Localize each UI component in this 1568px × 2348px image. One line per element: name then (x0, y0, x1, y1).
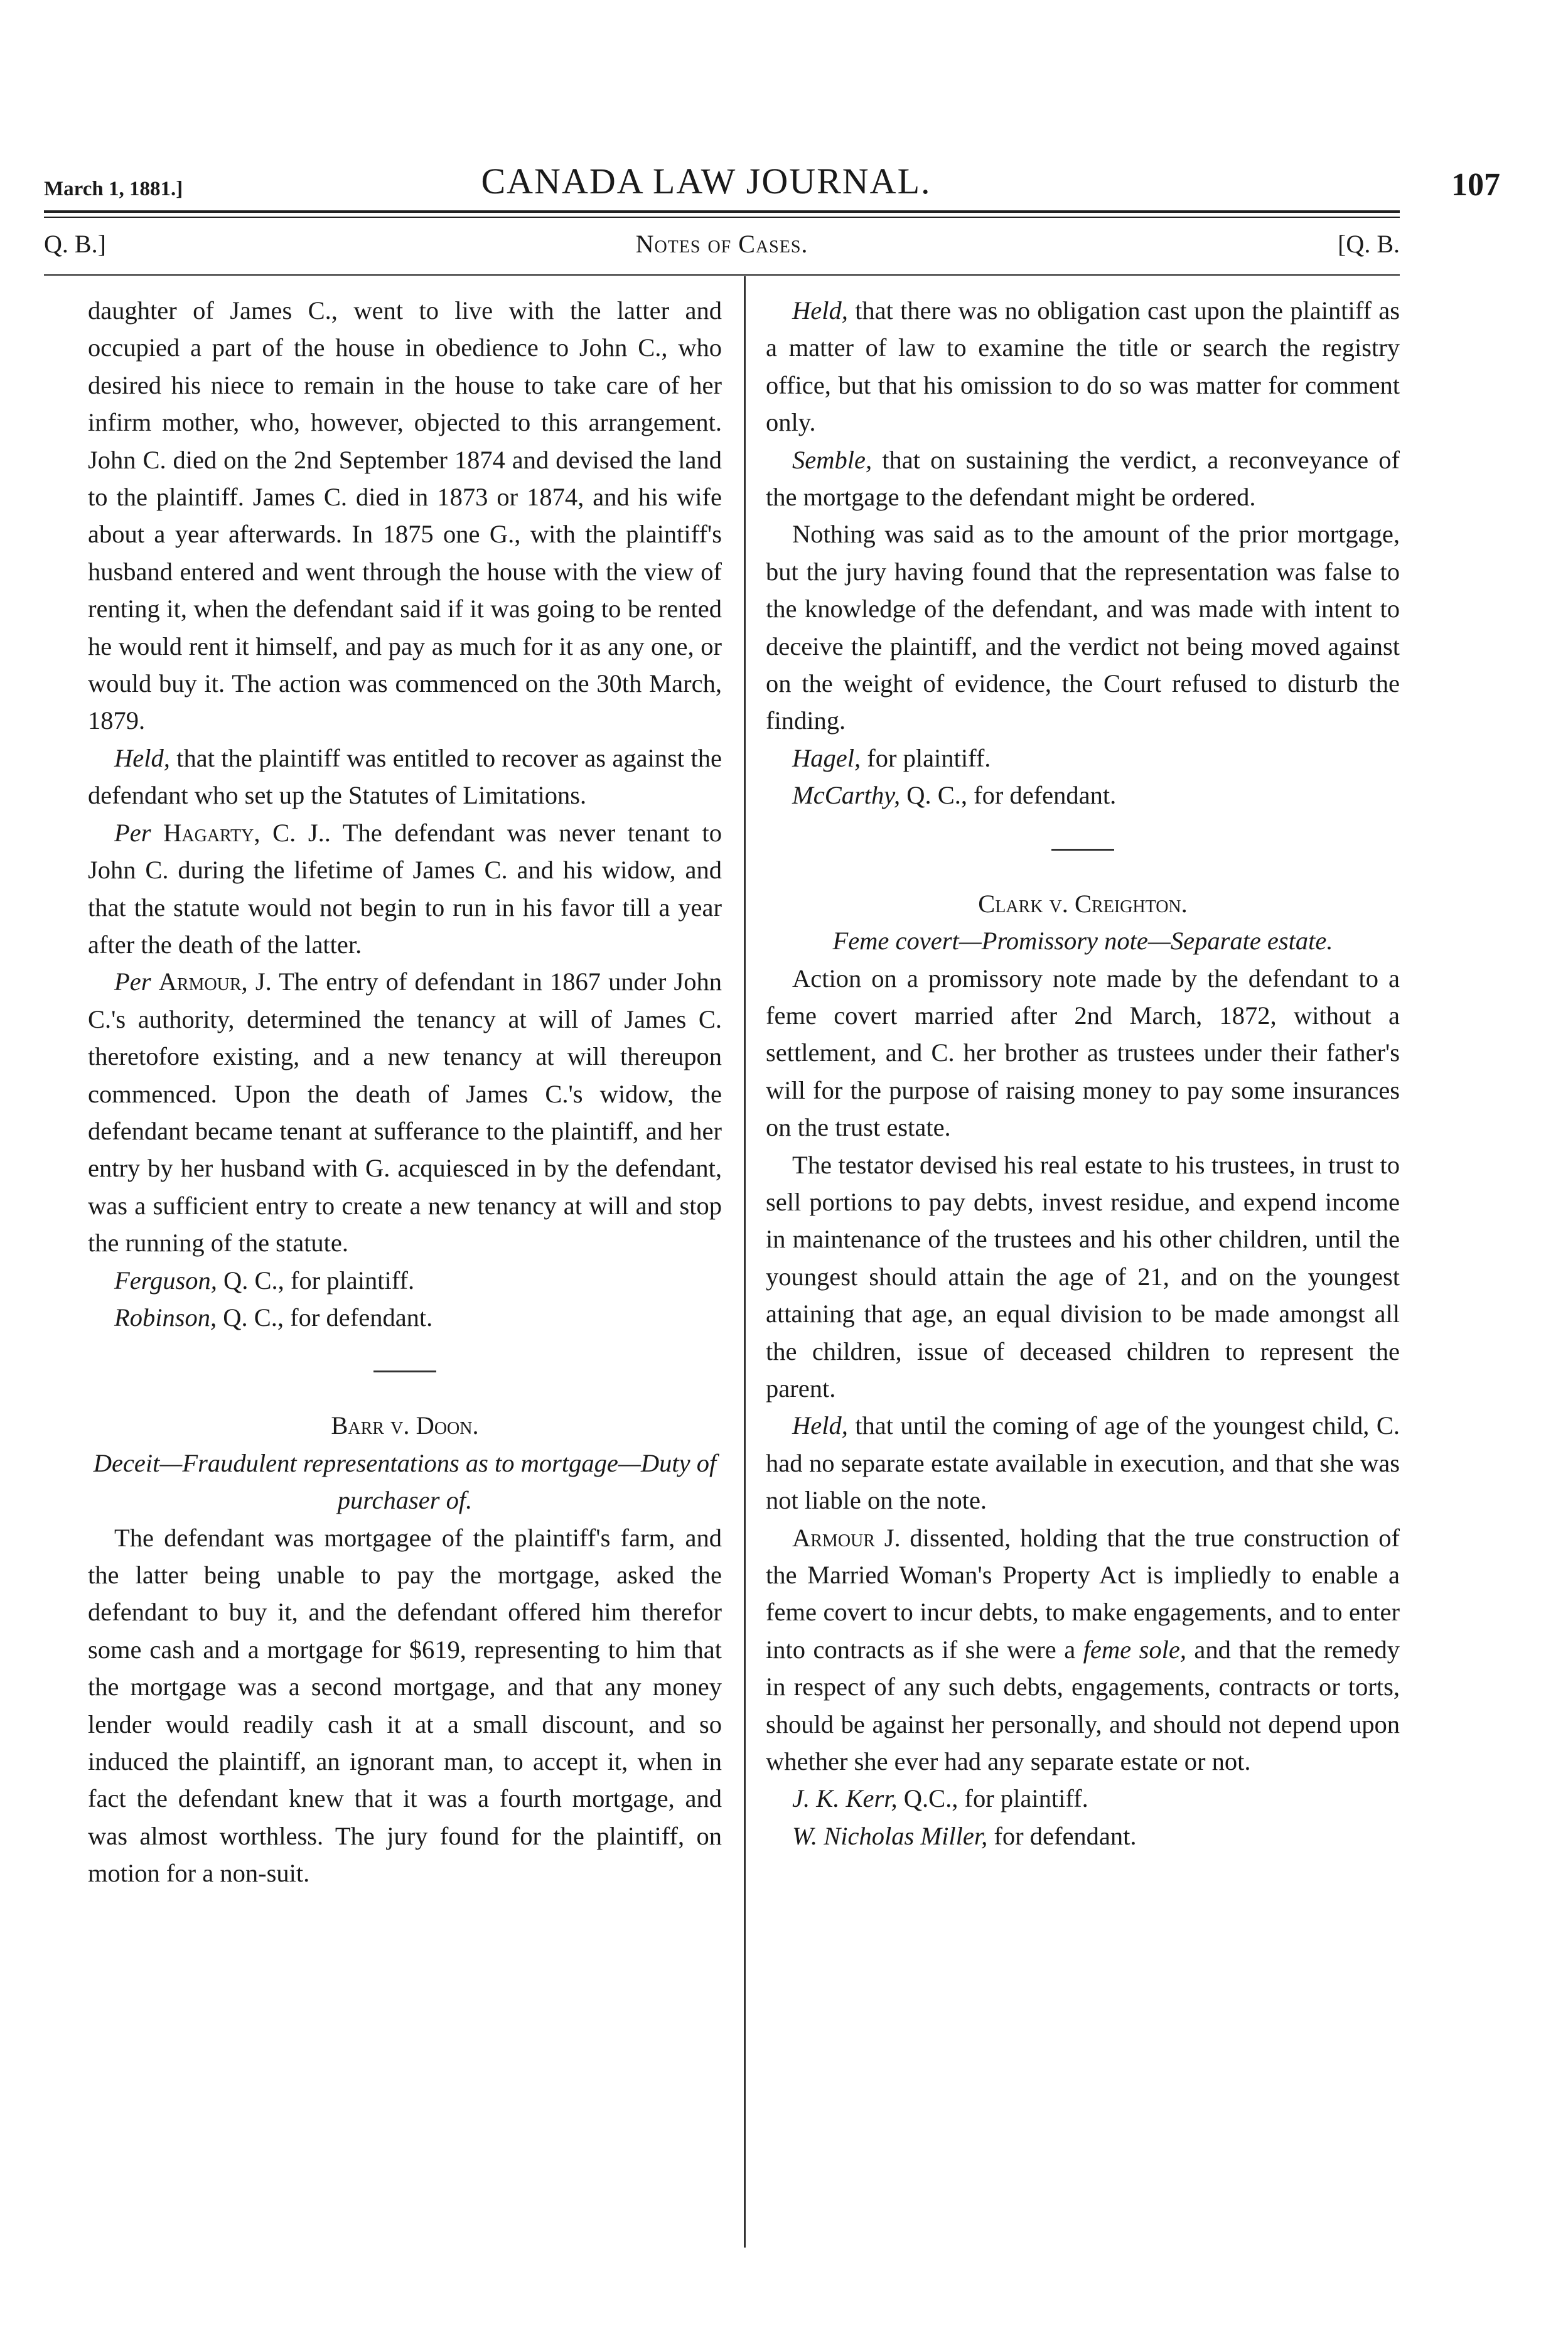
case3-title: Clark v. Creighton. (978, 889, 1188, 918)
judge-name: Armour (792, 1523, 875, 1552)
case1-continuation: daughter of James C., went to live with the latter and occupied a part of the house in obedience to John C., who desired his niece to remain in the house to take care of her infirm mother, who, however, objected to this arrangement. John C. died on the 2nd September 1874 and devised the land to the plaintiff. James C. died in 1873 or 1874, and his wife about a year afterwards. In 1875 one G., with the plaintiff's husband entered and went through the house with the view of renting it, when the defendant said if it was going to be rented he would rent it himself, and pay as much for it as any one, or would buy it. The action was commenced on the 30th March, 1879. (88, 296, 722, 735)
case3-subject: Feme covert—Promissory note—Separate estate. (832, 927, 1333, 956)
case2-semble (766, 441, 1400, 516)
case1-held (88, 740, 722, 814)
dissent-text-2: and that the remedy in respect of any such debts, engagements, contracts or torts, should be against her personally, and should not depend upon whether she ever had any separate estate or not. (766, 1635, 1400, 1776)
held-label: Held, (792, 296, 848, 325)
case2-facts: The defendant was mortgagee of the plaintiff's farm, and the latter being unable to pay the mortgage, asked the defendant to buy it, and the defendant offered him therefor some cash and a mortgage for $619, representing to him that the mortgage was a second mortgage, and that any money lender would readily cash it at a small discount, and so induced the plaintiff, an ignorant man, to accept it, when in fact the defendant knew that it was a fourth mortgage, and was almost worthless. The jury found for the plaintiff, on motion for a non-suit. (88, 1523, 722, 1888)
held-label: Held, (114, 743, 170, 772)
per-label: Per (114, 818, 164, 847)
counsel-line (88, 1262, 722, 1299)
counsel-role: Q. C., for defendant. (217, 1303, 433, 1332)
issue-date: March 1, 1881.] (44, 178, 183, 200)
case3-will: The testator devised his real estate to his trustees, in trust to sell portions to pay debts, invest residue, and expend income in maintenance of the trustees and his other children, until the youngest should attain the age of 21, and on the youngest attaining that age, an equal division to be made amongst all the children, issue of deceased children to represent the parent. (766, 1150, 1400, 1403)
counsel-name: Hagel, (792, 743, 861, 772)
page-number: 107 (1451, 167, 1500, 203)
case1-per-hagarty (88, 814, 722, 964)
case-separator (373, 1371, 436, 1372)
counsel-role: Q. C., for plaintiff. (217, 1266, 415, 1295)
case2-finding: Nothing was said as to the amount of the prior mortgage, but the jury having found that the representation was false to the knowledge of the defendant, and was made with intent to deceive the plaintiff, and the verdict not being moved against on the weight of evidence, the Court refused to disturb the finding. (766, 520, 1400, 735)
counsel-name: Ferguson, (114, 1266, 217, 1295)
counsel-name: W. Nicholas Miller, (792, 1821, 988, 1850)
held-label: Held, (792, 1411, 848, 1440)
held-text: that until the coming of age of the youngest child, C. had no separate estate available in execution, and that she was not liable on the note. (766, 1411, 1400, 1515)
feme-sole-term: feme sole, (1083, 1635, 1186, 1664)
per-text: J. The entry of defendant in 1867 under John C.'s authority, determined the tenancy at will of James C. theretofore existing, and a new tenancy at will thereupon commenced. Upon the death of James C.'s widow, the defendant became tenant at sufferance to the plaintiff, and her entry by her husband with G. acquiesced in by the defendant, was a sufficient entry to create a new tenancy at will and stop the running of the statute. (88, 967, 722, 1257)
counsel-line (766, 777, 1400, 814)
left-column (88, 292, 722, 1892)
section-rule (44, 274, 1400, 276)
case3-held (766, 1407, 1400, 1519)
header-rule-thick (44, 210, 1400, 213)
case2-subject: Deceit—Fraudulent representations as to mortgage—Duty of purchaser of. (93, 1448, 717, 1515)
held-text: that there was no obligation cast upon the plaintiff as a matter of law to examine the title or search the registry office, but that his omission to do so was matter for comment only. (766, 296, 1400, 437)
journal-title: CANADA LAW JOURNAL. (481, 161, 932, 202)
counsel-name: J. K. Kerr, (792, 1784, 898, 1813)
case2-held (766, 292, 1400, 441)
held-text: that the plaintiff was entitled to recover as against the defendant who set up the Statutes of Limitations. (88, 743, 722, 810)
per-label: Per (114, 967, 159, 996)
counsel-role: Q. C., for defendant. (900, 781, 1117, 810)
counsel-role: Q.C., for plaintiff. (897, 1784, 1088, 1813)
column-divider (744, 276, 746, 2248)
judge-name: Hagarty, (163, 818, 260, 847)
dissent-text-1: J. dissented, holding that the true construction of the Married Woman's Property Act is impliedly to enable a feme covert to incur debts, to make engagements, and to enter into contracts as if she were a (766, 1523, 1400, 1664)
counsel-line (766, 740, 1400, 777)
section-header (44, 229, 1400, 267)
right-column (766, 292, 1400, 1855)
case1-per-armour (88, 963, 722, 1261)
counsel-role: for defendant. (987, 1821, 1137, 1850)
section-title: Notes of Cases. (635, 230, 808, 258)
court-left: Q. B.] (44, 230, 106, 258)
semble-label: Semble, (792, 445, 873, 474)
running-header (44, 160, 1538, 217)
semble-text: that on sustaining the verdict, a reconveyance of the mortgage to the defendant might be ordered. (766, 445, 1400, 512)
court-right: [Q. B. (1338, 230, 1400, 258)
counsel-line (766, 1818, 1400, 1855)
counsel-line (88, 1299, 722, 1336)
counsel-role: for plaintiff. (861, 743, 991, 772)
case3-dissent (766, 1519, 1400, 1780)
case-separator (1051, 849, 1114, 851)
per-text: C. J.. The defendant was never tenant to John C. during the lifetime of James C. and his widow, and that the statute would not begin to run in his favor till a year after the death of the latter. (88, 818, 722, 959)
judge-name: Armour, (158, 967, 248, 996)
header-rule-thin (44, 217, 1400, 218)
case3-facts: Action on a promissory note made by the defendant to a feme covert married after 2nd March, 1872, without a settlement, and C. her brother as trustees under their father's will for the purpose of raising money to pay some insurances on the trust estate. (766, 964, 1400, 1142)
counsel-name: Robinson, (114, 1303, 217, 1332)
case2-title: Barr v. Doon. (331, 1411, 479, 1440)
counsel-name: McCarthy, (792, 781, 901, 810)
counsel-line (766, 1780, 1400, 1817)
